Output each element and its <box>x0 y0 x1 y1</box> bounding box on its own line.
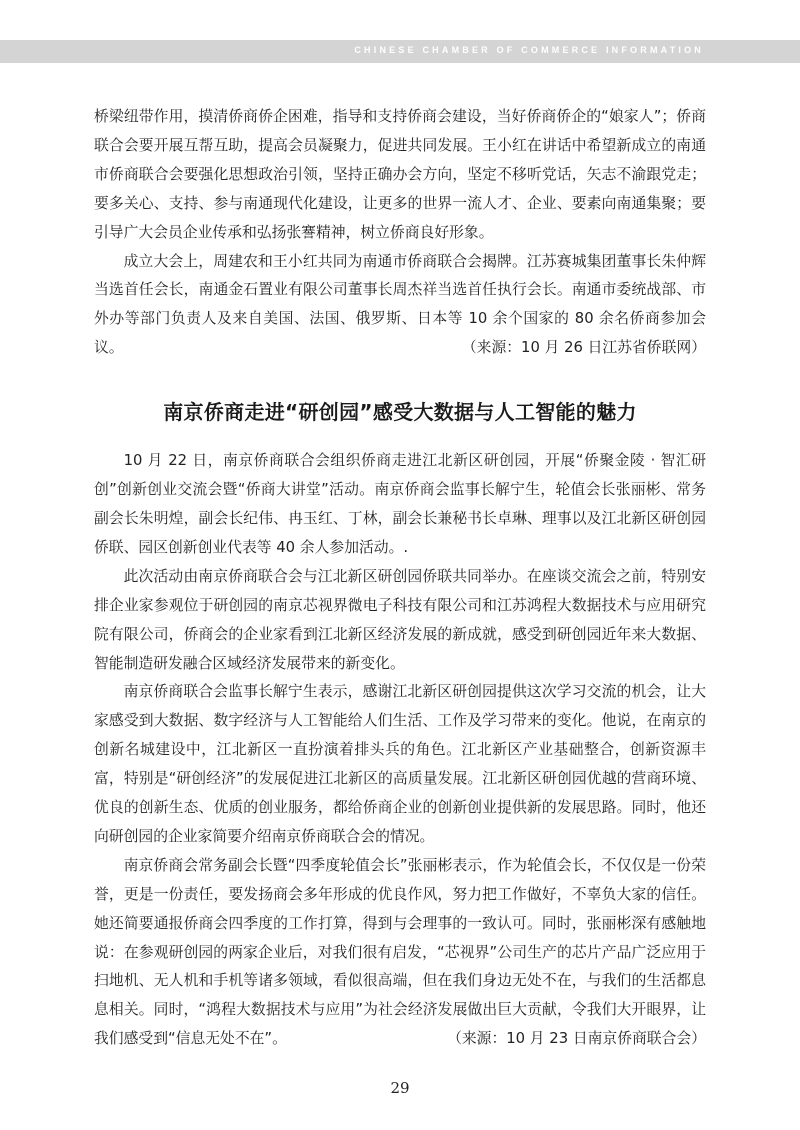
article2-paragraph-2: 此次活动由南京侨商联合会与江北新区研创园侨联共同举办。在座谈交流会之前，特别安排企业家参观位于研创园的南京芯视界微电子科技有限公司和江苏鸿程大数据技术与应用研究院有限公司，侨商会的企业家看到江北新区经济发展的新成就，感受到研创园近年来大数据、智能制造研发融合区域经济发展带来的新变化。 <box>94 567 706 672</box>
header-label: CHINESE CHAMBER OF COMMERCE INFORMATION <box>354 45 704 55</box>
article2-paragraph-4: 南京侨商会常务副会长暨“四季度轮值会长”张丽彬表示，作为轮值会长，不仅仅是一份荣誉，更是一份责任，要发扬商会多年形成的优良作风，努力把工作做好，不辜负大家的信任。她还简要通报侨商会四季度的工作打算，得到与会理事的一致认可。同时，张丽彬深有感触地说：在参观研创园的两家企业后，对我们很有启发，“芯视界”公司生产的芯片产品广泛应用于扫地机、无人机和手机等诸多领域，看似很高端，但在我们身边无处不在，与我们的生活都息息相关。同时，“鸿程大数据技术与应用”为社会经济发展做出巨大贡献，令我们大开眼界，让我们感受到“信息无处不在”。 <box>94 856 706 1048</box>
article2-source: （来源：10 月 23 日南京侨商联合会） <box>447 1030 706 1048</box>
article1-paragraph-2: 成立大会上，周建农和王小红共同为南通市侨商联合会揭牌。江苏赛城集团董事长朱仲辉当选首任会长，南通金石置业有限公司董事长周杰祥当选首任执行会长。南通市委统战部、市外办等部门负责人及来自美国、法国、俄罗斯、日本等 10 余个国家的 80 余名侨商参加会议。 <box>94 252 706 357</box>
article1-source: （来源：10 月 26 日江苏省侨联网） <box>461 339 706 357</box>
page-content <box>94 103 706 1054</box>
article2-paragraph-1: 10 月 22 日，南京侨商联合会组织侨商走进江北新区研创园，开展“侨聚金陵 · 智汇研创”创新创业交流会暨“侨商大讲堂”活动。南京侨商会监事长解宁生，轮值会长张丽彬、常务副会长朱明煌，副会长纪伟、冉玉红、丁林，副会长兼秘书长卓琳、理事以及江北新区研创园侨联、园区创新创业代表等 40 余人参加活动。. <box>94 452 706 556</box>
page-number: 29 <box>390 1079 410 1097</box>
header-band <box>0 40 800 63</box>
article1-paragraph-1: 桥梁纽带作用，摸清侨商侨企困难，指导和支持侨商会建设，当好侨商侨企的“娘家人”；侨商联合会要开展互帮互助，提高会员凝聚力，促进共同发展。王小红在讲话中希望新成立的南通市侨商联合会要强化思想政治引领，坚持正确办会方向，坚定不移听党话，矢志不渝跟党走；要多关心、支持、参与南通现代化建设，让更多的世界一流人才、企业、要素向南通集聚；要引导广大会员企业传承和弘扬张謇精神，树立侨商良好形象。 <box>94 108 706 241</box>
article2-paragraph-3: 南京侨商联合会监事长解宁生表示，感谢江北新区研创园提供这次学习交流的机会，让大家感受到大数据、数字经济与人工智能给人们生活、工作及学习带来的变化。他说，在南京的创新名城建设中，江北新区一直扮演着排头兵的角色。江北新区产业基础整合，创新资源丰富，特别是“研创经济”的发展促进江北新区的高质量发展。江北新区研创园优越的营商环境、优良的创新生态、优质的创业服务，都给侨商企业的创新创业提供新的发展思路。同时，他还向研创园的企业家简要介绍南京侨商联合会的情况。 <box>94 683 706 845</box>
article2-title: 南京侨商走进“研创园”感受大数据与人工智能的魅力 <box>163 400 637 425</box>
